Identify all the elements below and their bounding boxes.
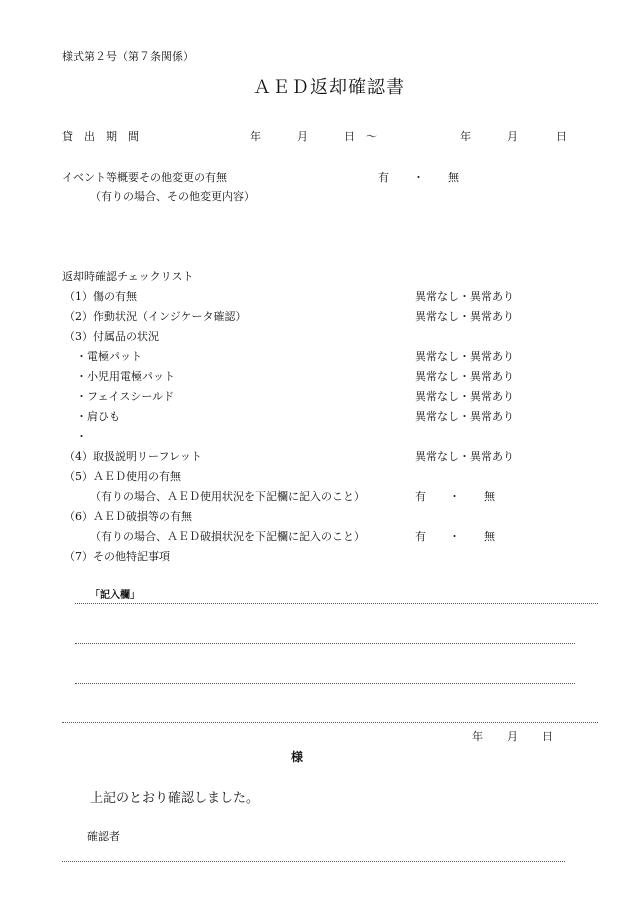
aed-damage-note: （有りの場合、ＡＥＤ破損状況を下記欄に記入のこと） [90,530,365,543]
checklist-item-label: ・小児用電極パット [76,370,175,383]
footer-day-label: 日 [542,730,553,743]
checklist-item-label: ・肩ひも [76,410,120,423]
checklist-item-label: ・フェイスシールド [76,390,175,403]
entry-line[interactable] [75,603,598,604]
event-change-no[interactable]: 無 [448,171,459,184]
section-divider [62,722,598,723]
confirmer-signature-line[interactable] [62,861,565,862]
checklist-item-status[interactable]: 異常なし・異常あり [415,370,514,383]
aed-use-note: （有りの場合、ＡＥＤ使用状況を下記欄に記入のこと） [90,490,365,503]
checklist-heading: 返却時確認チェックリスト [62,270,194,283]
checklist-item-label: （3）付属品の状況 [64,330,159,343]
start-day-label: 日 [344,130,355,143]
checklist-item-status[interactable]: 異常なし・異常あり [415,390,514,403]
footer-year-label: 年 [472,730,483,743]
honorific: 様 [291,750,304,764]
checklist-item-label: （1）傷の有無 [64,290,137,303]
checklist-item-status[interactable]: 異常なし・異常あり [415,410,514,423]
end-day-label: 日 [556,130,567,143]
confirmation-statement: 上記のとおり確認しました。 [90,791,260,806]
loan-period-label: 貸 出 期 間 [62,130,139,143]
checklist-item-label: （7）その他特記事項 [64,550,170,563]
document-title: ＡＥＤ返却確認書 [253,77,405,98]
event-change-note: （有りの場合、その他変更内容） [90,190,255,203]
period-tilde: 〜 [366,130,377,143]
event-change-yes[interactable]: 有 [378,171,389,184]
entry-line[interactable] [75,643,575,644]
start-year-label: 年 [250,130,261,143]
checklist-item-label: ・ [76,430,87,443]
aed-use-no[interactable]: 無 [484,490,495,503]
aed-damage-no[interactable]: 無 [484,530,495,543]
event-change-label: イベント等概要その他変更の有無 [62,171,227,184]
entry-line[interactable] [75,683,575,684]
confirmer-label: 確認者 [87,830,120,843]
form-number: 様式第２号（第７条関係） [62,50,194,63]
start-month-label: 月 [297,130,308,143]
end-year-label: 年 [460,130,471,143]
checklist-item-status[interactable]: 異常なし・異常あり [415,450,514,463]
footer-month-label: 月 [507,730,518,743]
end-month-label: 月 [507,130,518,143]
checklist-item-label: （2）作動状況（インジケータ確認） [64,310,247,323]
checklist-item-label: （4）取扱説明リーフレット [64,450,202,463]
checklist-item-status[interactable]: 異常なし・異常あり [415,310,514,323]
entry-field-label: 「記入欄」 [90,590,140,601]
aed-damage-separator: ・ [449,530,460,543]
checklist-item-label: （6）ＡＥＤ破損等の有無 [64,510,192,523]
aed-use-yes[interactable]: 有 [415,490,426,503]
event-change-separator: ・ [413,171,424,184]
checklist-item-label: ・電極パット [76,350,142,363]
checklist-item-label: （5）ＡＥＤ使用の有無 [64,470,181,483]
checklist-item-status[interactable]: 異常なし・異常あり [415,350,514,363]
aed-damage-yes[interactable]: 有 [415,530,426,543]
aed-use-separator: ・ [449,490,460,503]
checklist-item-status[interactable]: 異常なし・異常あり [415,290,514,303]
